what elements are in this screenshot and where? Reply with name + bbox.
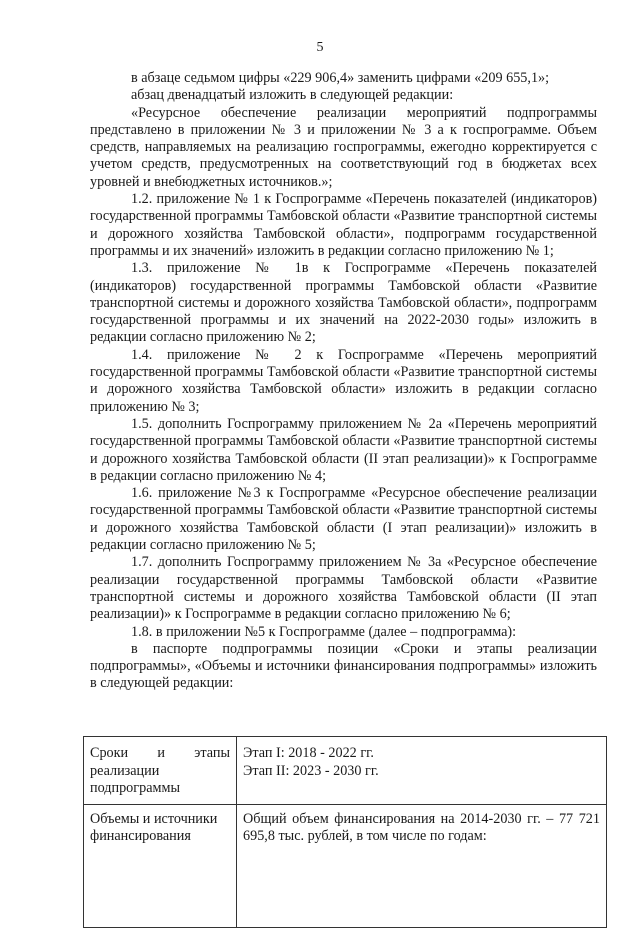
label-word: и: [157, 745, 166, 761]
table-cell-label: [84, 737, 237, 805]
paragraph: 1.7. дополнить Госпрограмму приложением № 3а «Ресурсное обеспечение реализации государственной программы Тамбовской области «Развитие транспортной системы и дорожного хозяйства Тамбовской области (II этап реализации)» к Госпрограмме в редакции согласно приложению № 6;: [90, 554, 597, 623]
table-cell-value: Общий объем финансирования на 2014-2030 гг. – 77 721 695,8 тыс. рублей, в том числе по годам:: [237, 804, 607, 927]
label-word: этапы: [194, 745, 230, 761]
page-number: 5: [316, 40, 324, 55]
stage-line: Этап I: 2018 - 2022 гг.: [243, 745, 374, 761]
stage-line: Этап II: 2023 - 2030 гг.: [243, 762, 379, 779]
table-row: [84, 804, 607, 927]
table-cell-value: [237, 737, 607, 805]
passport-table: [83, 736, 607, 928]
paragraph: 1.8. в приложении №5 к Госпрограмме (далее – подпрограмма):: [131, 623, 517, 640]
paragraph: «Ресурсное обеспечение реализации мероприятий подпрограммы представлено в приложении № 3 и приложении № 3 а к госпрограмме. Объем средств, направляемых на реализацию госпрограммы, ежегодно корректируется с учетом средств, предусмотренных на соответствующий год в бюджетах всех уровней и внебюджетных источников.»;: [90, 104, 597, 190]
paragraph: абзац двенадцатый изложить в следующей редакции:: [131, 87, 454, 104]
paragraph: 1.2. приложение № 1 к Госпрограмме «Перечень показателей (индикаторов) государственной программы Тамбовской области «Развитие транспортной системы и дорожного хозяйства Тамбовской области», подпрограмм государственной программы и их значений» изложить в редакции согласно приложению № 1;: [90, 191, 597, 259]
label-rest: реализации подпрограммы: [90, 762, 180, 796]
table-row: [84, 737, 607, 805]
paragraph: 1.5. дополнить Госпрограмму приложением № 2а «Перечень мероприятий государственной программы Тамбовской области «Развитие транспортной системы и дорожного хозяйства Тамбовской области (II этап реализации)» к Госпрограмме в редакции согласно приложению № 4;: [90, 415, 597, 484]
table-cell-label: Объемы и источники финансирования: [84, 804, 237, 927]
paragraph: 1.3. приложение № 1в к Госпрограмме «Перечень показателей (индикаторов) государственной программы Тамбовской области «Развитие транспортной системы и дорожного хозяйства Тамбовской области», подпрограмм государственной программы и их значений на 2022-2030 годы» изложить в редакции согласно приложению № 2;: [90, 260, 597, 346]
paragraph: в абзаце седьмом цифры «229 906,4» заменить цифрами «209 655,1»;: [131, 70, 550, 86]
label-word: Сроки: [90, 745, 129, 761]
paragraph: 1.6. приложение №3 к Госпрограмме «Ресурсное обеспечение реализации государственной программы Тамбовской области «Развитие транспортной системы и дорожного хозяйства Тамбовской области (I этап реализации)» изложить в редакции согласно приложению № 5;: [90, 485, 597, 554]
body-text: [90, 70, 597, 693]
paragraph: в паспорте подпрограммы позиции «Сроки и этапы реализации подпрограммы», «Объемы и источники финансирования подпрограммы» изложить в следующей редакции:: [90, 640, 597, 692]
paragraph: 1.4. приложение № 2 к Госпрограмме «Перечень мероприятий государственной программы Тамбовской области «Развитие транспортной системы и дорожного хозяйства Тамбовской области» изложить в редакции согласно приложению № 3;: [90, 346, 597, 415]
